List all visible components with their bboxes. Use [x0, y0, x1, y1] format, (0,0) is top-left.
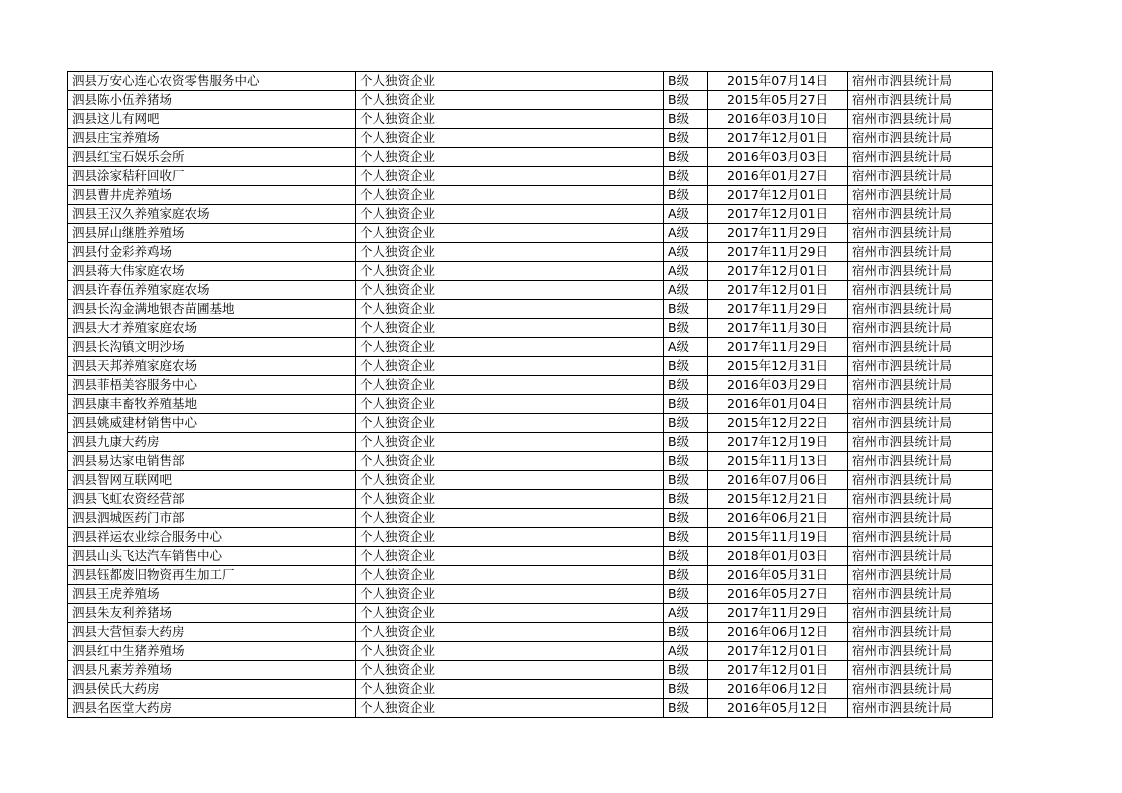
credit-grade-cell: B级 — [664, 395, 708, 414]
issuing-authority-cell: 宿州市泗县统计局 — [848, 243, 993, 262]
enterprise-type-cell: 个人独资企业 — [356, 547, 664, 566]
enterprise-type-cell: 个人独资企业 — [356, 604, 664, 623]
table-row — [68, 281, 993, 300]
issuing-authority-cell: 宿州市泗县统计局 — [848, 338, 993, 357]
enterprise-type-cell: 个人独资企业 — [356, 680, 664, 699]
table-row — [68, 300, 993, 319]
issuing-authority-cell: 宿州市泗县统计局 — [848, 547, 993, 566]
table-row — [68, 148, 993, 167]
issuing-authority-cell: 宿州市泗县统计局 — [848, 376, 993, 395]
issuing-authority-cell: 宿州市泗县统计局 — [848, 471, 993, 490]
enterprise-name-cell: 泗县陈小伍养猪场 — [68, 91, 356, 110]
rating-date-cell: 2016年01月27日 — [708, 167, 848, 186]
credit-grade-cell: B级 — [664, 129, 708, 148]
rating-date-cell: 2015年12月21日 — [708, 490, 848, 509]
table-row — [68, 528, 993, 547]
table-row — [68, 224, 993, 243]
enterprise-type-cell: 个人独资企业 — [356, 148, 664, 167]
enterprise-type-cell: 个人独资企业 — [356, 699, 664, 718]
credit-grade-cell: B级 — [664, 699, 708, 718]
table-row — [68, 699, 993, 718]
table-row — [68, 186, 993, 205]
enterprise-name-cell: 泗县名医堂大药房 — [68, 699, 356, 718]
issuing-authority-cell: 宿州市泗县统计局 — [848, 186, 993, 205]
credit-grade-cell: A级 — [664, 281, 708, 300]
issuing-authority-cell: 宿州市泗县统计局 — [848, 281, 993, 300]
rating-date-cell: 2016年06月12日 — [708, 623, 848, 642]
rating-date-cell: 2015年12月22日 — [708, 414, 848, 433]
enterprise-type-cell: 个人独资企业 — [356, 623, 664, 642]
enterprise-type-cell: 个人独资企业 — [356, 376, 664, 395]
issuing-authority-cell: 宿州市泗县统计局 — [848, 395, 993, 414]
table-row — [68, 91, 993, 110]
issuing-authority-cell: 宿州市泗县统计局 — [848, 72, 993, 91]
enterprise-name-cell: 泗县侯氏大药房 — [68, 680, 356, 699]
rating-date-cell: 2017年11月29日 — [708, 338, 848, 357]
credit-grade-cell: B级 — [664, 72, 708, 91]
issuing-authority-cell: 宿州市泗县统计局 — [848, 129, 993, 148]
issuing-authority-cell: 宿州市泗县统计局 — [848, 433, 993, 452]
rating-date-cell: 2016年07月06日 — [708, 471, 848, 490]
enterprise-type-cell: 个人独资企业 — [356, 262, 664, 281]
issuing-authority-cell: 宿州市泗县统计局 — [848, 585, 993, 604]
enterprise-type-cell: 个人独资企业 — [356, 110, 664, 129]
credit-grade-cell: A级 — [664, 338, 708, 357]
issuing-authority-cell: 宿州市泗县统计局 — [848, 566, 993, 585]
enterprise-type-cell: 个人独资企业 — [356, 281, 664, 300]
table-row — [68, 623, 993, 642]
table-row — [68, 338, 993, 357]
enterprise-name-cell: 泗县长沟金满地银杏苗圃基地 — [68, 300, 356, 319]
issuing-authority-cell: 宿州市泗县统计局 — [848, 452, 993, 471]
enterprise-name-cell: 泗县钰都废旧物资再生加工厂 — [68, 566, 356, 585]
table-row — [68, 547, 993, 566]
issuing-authority-cell: 宿州市泗县统计局 — [848, 300, 993, 319]
enterprise-type-cell: 个人独资企业 — [356, 91, 664, 110]
enterprise-type-cell: 个人独资企业 — [356, 243, 664, 262]
enterprise-name-cell: 泗县长沟镇文明沙场 — [68, 338, 356, 357]
credit-grade-cell: A级 — [664, 262, 708, 281]
issuing-authority-cell: 宿州市泗县统计局 — [848, 110, 993, 129]
table-row — [68, 376, 993, 395]
rating-date-cell: 2017年11月29日 — [708, 300, 848, 319]
rating-date-cell: 2017年11月29日 — [708, 224, 848, 243]
enterprise-name-cell: 泗县这儿有网吧 — [68, 110, 356, 129]
enterprise-type-cell: 个人独资企业 — [356, 566, 664, 585]
rating-date-cell: 2017年11月30日 — [708, 319, 848, 338]
credit-grade-cell: B级 — [664, 509, 708, 528]
table-row — [68, 604, 993, 623]
table-row — [68, 110, 993, 129]
rating-date-cell: 2017年12月01日 — [708, 129, 848, 148]
rating-date-cell: 2016年06月12日 — [708, 680, 848, 699]
table-body — [68, 72, 993, 718]
enterprise-name-cell: 泗县王虎养殖场 — [68, 585, 356, 604]
enterprise-type-cell: 个人独资企业 — [356, 509, 664, 528]
rating-date-cell: 2016年06月21日 — [708, 509, 848, 528]
issuing-authority-cell: 宿州市泗县统计局 — [848, 224, 993, 243]
enterprise-type-cell: 个人独资企业 — [356, 528, 664, 547]
enterprise-name-cell: 泗县王汉久养殖家庭农场 — [68, 205, 356, 224]
enterprise-name-cell: 泗县凡素芳养殖场 — [68, 661, 356, 680]
credit-grade-cell: B级 — [664, 452, 708, 471]
enterprise-name-cell: 泗县红宝石娱乐会所 — [68, 148, 356, 167]
issuing-authority-cell: 宿州市泗县统计局 — [848, 414, 993, 433]
issuing-authority-cell: 宿州市泗县统计局 — [848, 319, 993, 338]
enterprise-name-cell: 泗县大营恒泰大药房 — [68, 623, 356, 642]
rating-date-cell: 2017年12月01日 — [708, 262, 848, 281]
credit-grade-cell: B级 — [664, 357, 708, 376]
enterprise-type-cell: 个人独资企业 — [356, 585, 664, 604]
credit-grade-cell: B级 — [664, 319, 708, 338]
credit-grade-cell: B级 — [664, 300, 708, 319]
enterprise-name-cell: 泗县朱友利养猪场 — [68, 604, 356, 623]
issuing-authority-cell: 宿州市泗县统计局 — [848, 167, 993, 186]
credit-grade-cell: B级 — [664, 110, 708, 129]
table-row — [68, 452, 993, 471]
issuing-authority-cell: 宿州市泗县统计局 — [848, 490, 993, 509]
table-row — [68, 566, 993, 585]
enterprise-name-cell: 泗县屏山继胜养殖场 — [68, 224, 356, 243]
enterprise-type-cell: 个人独资企业 — [356, 357, 664, 376]
rating-date-cell: 2015年07月14日 — [708, 72, 848, 91]
issuing-authority-cell: 宿州市泗县统计局 — [848, 528, 993, 547]
enterprise-type-cell: 个人独资企业 — [356, 300, 664, 319]
credit-grade-cell: B级 — [664, 186, 708, 205]
issuing-authority-cell: 宿州市泗县统计局 — [848, 680, 993, 699]
enterprise-type-cell: 个人独资企业 — [356, 395, 664, 414]
enterprise-type-cell: 个人独资企业 — [356, 471, 664, 490]
rating-date-cell: 2017年11月29日 — [708, 243, 848, 262]
table-row — [68, 129, 993, 148]
rating-date-cell: 2016年03月10日 — [708, 110, 848, 129]
enterprise-name-cell: 泗县飞虹农资经营部 — [68, 490, 356, 509]
rating-date-cell: 2017年12月01日 — [708, 642, 848, 661]
table-row — [68, 509, 993, 528]
enterprise-name-cell: 泗县易达家电销售部 — [68, 452, 356, 471]
table-row — [68, 243, 993, 262]
rating-date-cell: 2016年05月12日 — [708, 699, 848, 718]
enterprise-type-cell: 个人独资企业 — [356, 642, 664, 661]
table-row — [68, 395, 993, 414]
enterprise-name-cell: 泗县涂家秸秆回收厂 — [68, 167, 356, 186]
enterprise-name-cell: 泗县天邦养殖家庭农场 — [68, 357, 356, 376]
enterprise-type-cell: 个人独资企业 — [356, 72, 664, 91]
issuing-authority-cell: 宿州市泗县统计局 — [848, 205, 993, 224]
credit-grade-cell: A级 — [664, 243, 708, 262]
enterprise-type-cell: 个人独资企业 — [356, 433, 664, 452]
issuing-authority-cell: 宿州市泗县统计局 — [848, 357, 993, 376]
rating-date-cell: 2015年05月27日 — [708, 91, 848, 110]
rating-date-cell: 2017年11月29日 — [708, 604, 848, 623]
issuing-authority-cell: 宿州市泗县统计局 — [848, 509, 993, 528]
credit-grade-cell: A级 — [664, 604, 708, 623]
issuing-authority-cell: 宿州市泗县统计局 — [848, 262, 993, 281]
issuing-authority-cell: 宿州市泗县统计局 — [848, 699, 993, 718]
credit-grade-cell: B级 — [664, 433, 708, 452]
issuing-authority-cell: 宿州市泗县统计局 — [848, 91, 993, 110]
table-row — [68, 471, 993, 490]
credit-grade-cell: B级 — [664, 471, 708, 490]
table-row — [68, 585, 993, 604]
enterprise-name-cell: 泗县许春伍养殖家庭农场 — [68, 281, 356, 300]
rating-date-cell: 2017年12月01日 — [708, 205, 848, 224]
enterprise-name-cell: 泗县付金彩养鸡场 — [68, 243, 356, 262]
enterprise-name-cell: 泗县曹井虎养殖场 — [68, 186, 356, 205]
table-row — [68, 680, 993, 699]
credit-grade-cell: B级 — [664, 91, 708, 110]
enterprise-type-cell: 个人独资企业 — [356, 490, 664, 509]
enterprise-name-cell: 泗县泗城医药门市部 — [68, 509, 356, 528]
issuing-authority-cell: 宿州市泗县统计局 — [848, 604, 993, 623]
table-row — [68, 205, 993, 224]
table-row — [68, 433, 993, 452]
enterprise-name-cell: 泗县祥运农业综合服务中心 — [68, 528, 356, 547]
issuing-authority-cell: 宿州市泗县统计局 — [848, 623, 993, 642]
credit-rating-table — [67, 71, 993, 718]
credit-grade-cell: B级 — [664, 376, 708, 395]
table-row — [68, 490, 993, 509]
credit-grade-cell: A级 — [664, 224, 708, 243]
credit-grade-cell: B级 — [664, 661, 708, 680]
credit-grade-cell: B级 — [664, 528, 708, 547]
enterprise-name-cell: 泗县大才养殖家庭农场 — [68, 319, 356, 338]
table-row — [68, 661, 993, 680]
table-row — [68, 357, 993, 376]
credit-grade-cell: B级 — [664, 680, 708, 699]
rating-date-cell: 2016年05月31日 — [708, 566, 848, 585]
credit-grade-cell: B级 — [664, 623, 708, 642]
table-row — [68, 642, 993, 661]
enterprise-type-cell: 个人独资企业 — [356, 414, 664, 433]
rating-date-cell: 2015年11月19日 — [708, 528, 848, 547]
table-row — [68, 319, 993, 338]
rating-date-cell: 2016年03月29日 — [708, 376, 848, 395]
rating-date-cell: 2017年12月01日 — [708, 661, 848, 680]
rating-date-cell: 2018年01月03日 — [708, 547, 848, 566]
enterprise-name-cell: 泗县九康大药房 — [68, 433, 356, 452]
issuing-authority-cell: 宿州市泗县统计局 — [848, 661, 993, 680]
table-row — [68, 414, 993, 433]
table-row — [68, 167, 993, 186]
enterprise-name-cell: 泗县菲梧美容服务中心 — [68, 376, 356, 395]
credit-grade-cell: B级 — [664, 585, 708, 604]
enterprise-type-cell: 个人独资企业 — [356, 167, 664, 186]
credit-grade-cell: B级 — [664, 566, 708, 585]
enterprise-type-cell: 个人独资企业 — [356, 224, 664, 243]
enterprise-name-cell: 泗县红中生猪养殖场 — [68, 642, 356, 661]
enterprise-name-cell: 泗县庄宝养殖场 — [68, 129, 356, 148]
enterprise-type-cell: 个人独资企业 — [356, 129, 664, 148]
issuing-authority-cell: 宿州市泗县统计局 — [848, 642, 993, 661]
enterprise-name-cell: 泗县万安心连心农资零售服务中心 — [68, 72, 356, 91]
table-row — [68, 262, 993, 281]
rating-date-cell: 2017年12月19日 — [708, 433, 848, 452]
issuing-authority-cell: 宿州市泗县统计局 — [848, 148, 993, 167]
enterprise-type-cell: 个人独资企业 — [356, 319, 664, 338]
rating-date-cell: 2016年01月04日 — [708, 395, 848, 414]
enterprise-name-cell: 泗县智网互联网吧 — [68, 471, 356, 490]
enterprise-type-cell: 个人独资企业 — [356, 338, 664, 357]
rating-date-cell: 2015年11月13日 — [708, 452, 848, 471]
enterprise-type-cell: 个人独资企业 — [356, 205, 664, 224]
enterprise-type-cell: 个人独资企业 — [356, 186, 664, 205]
rating-date-cell: 2016年05月27日 — [708, 585, 848, 604]
rating-date-cell: 2017年12月01日 — [708, 281, 848, 300]
credit-grade-cell: A级 — [664, 642, 708, 661]
credit-grade-cell: B级 — [664, 148, 708, 167]
rating-date-cell: 2016年03月03日 — [708, 148, 848, 167]
enterprise-name-cell: 泗县康丰畜牧养殖基地 — [68, 395, 356, 414]
enterprise-name-cell: 泗县姚威建材销售中心 — [68, 414, 356, 433]
credit-grade-cell: A级 — [664, 205, 708, 224]
table-row — [68, 72, 993, 91]
credit-grade-cell: B级 — [664, 414, 708, 433]
credit-grade-cell: B级 — [664, 490, 708, 509]
rating-date-cell: 2015年12月31日 — [708, 357, 848, 376]
enterprise-name-cell: 泗县蒋大伟家庭农场 — [68, 262, 356, 281]
rating-date-cell: 2017年12月01日 — [708, 186, 848, 205]
enterprise-type-cell: 个人独资企业 — [356, 452, 664, 471]
credit-grade-cell: B级 — [664, 167, 708, 186]
enterprise-name-cell: 泗县山头飞达汽车销售中心 — [68, 547, 356, 566]
enterprise-type-cell: 个人独资企业 — [356, 661, 664, 680]
credit-grade-cell: B级 — [664, 547, 708, 566]
